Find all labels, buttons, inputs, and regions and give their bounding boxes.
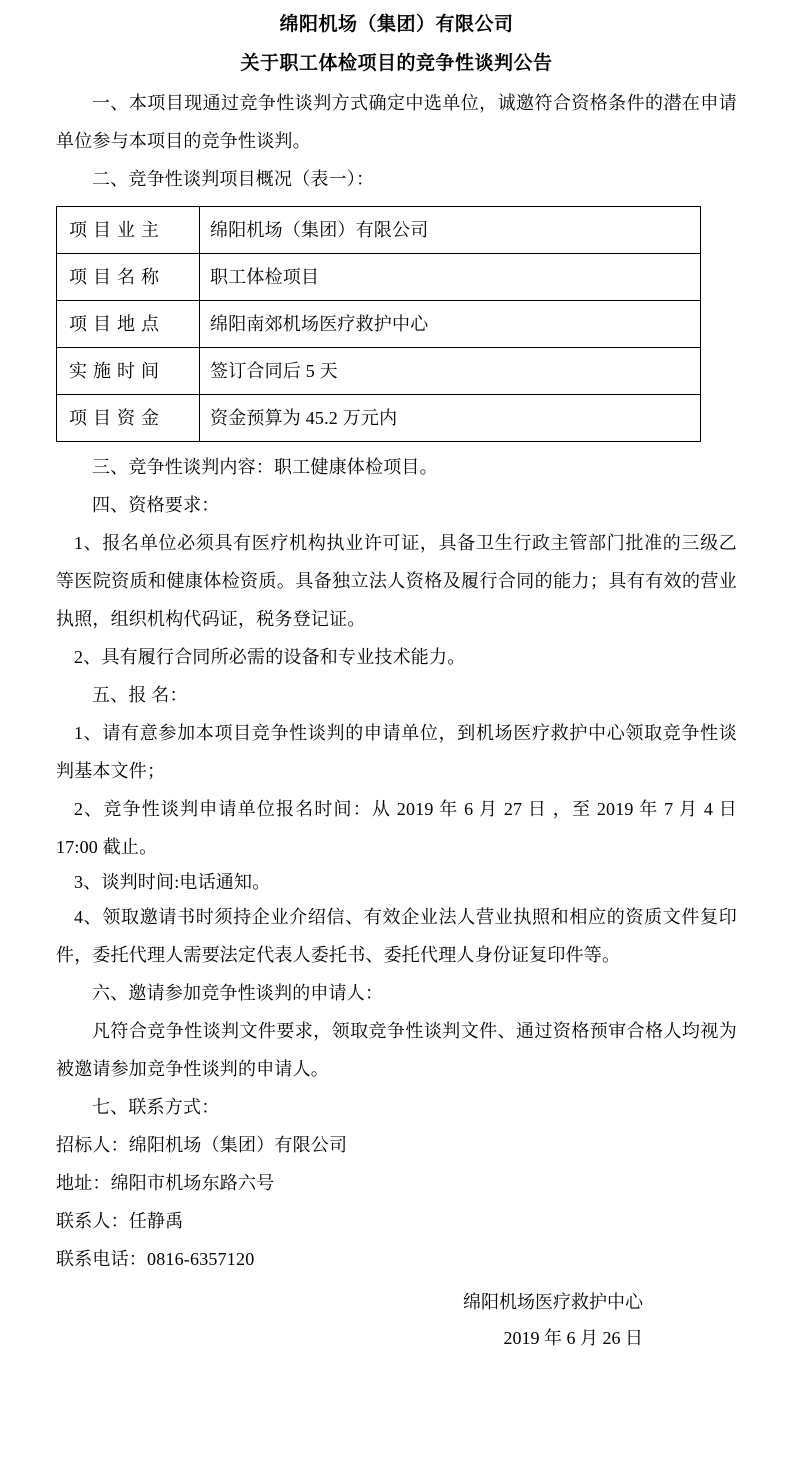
signature-date: 2019 年 6 月 26 日 [503,1328,643,1348]
section-3-paragraph: 三、竞争性谈判内容：职工健康体检项目。 [92,457,438,477]
document-title-line-2: 关于职工体检项目的竞争性谈判公告 [240,53,553,74]
project-overview-table [56,206,701,442]
section-4-heading: 四、资格要求： [92,495,220,515]
table-row [57,348,701,395]
section-6-paragraph: 凡符合竞争性谈判文件要求，领取竞争性谈判文件、通过资格预审合格人均视为被邀请参加竞争性谈判的申请人。 [56,1021,737,1079]
section-5-item-1: 1、请有意参加本项目竞争性谈判的申请单位，到机场医疗救护中心领取竞争性谈判基本文件； [56,723,737,781]
table-cell-label: 项目地点 [57,301,200,348]
table-row [57,301,701,348]
section-7-heading: 七、联系方式： [92,1097,220,1117]
signature-organization: 绵阳机场医疗救护中心 [463,1292,643,1312]
section-5-item-3: 3、谈判时间:电话通知。 [74,872,271,892]
contact-address: 地址：绵阳市机场东路六号 [56,1173,275,1193]
contact-person: 联系人：任静禹 [56,1211,184,1231]
section-1-paragraph: 一、本项目现通过竞争性谈判方式确定中选单位，诚邀符合资格条件的潜在申请单位参与本项目的竞争性谈判。 [56,93,737,151]
table-cell-value: 绵阳机场（集团）有限公司 [200,207,701,254]
table-cell-value: 资金预算为 45.2 万元内 [200,395,701,442]
signature-block [56,1284,737,1356]
section-4-item-2: 2、具有履行合同所必需的设备和专业技术能力。 [74,647,466,667]
table-cell-label: 项目名称 [57,254,200,301]
section-5-heading: 五、报 名： [92,685,188,705]
table-cell-label: 项目资金 [57,395,200,442]
section-2-heading: 二、竞争性谈判项目概况（表一）： [92,169,375,189]
section-4-item-1: 1、报名单位必须具有医疗机构执业许可证，具备卫生行政主管部门批准的三级乙等医院资质和健康体检资质。具备独立法人资格及履行合同的能力；具有有效的营业执照，组织机构代码证，税务登记证。 [56,533,737,629]
table-cell-value: 绵阳南郊机场医疗救护中心 [200,301,701,348]
table-cell-label: 实施时间 [57,348,200,395]
table-row [57,207,701,254]
contact-organization: 招标人：绵阳机场（集团）有限公司 [56,1135,348,1155]
section-5-item-2: 2、竞争性谈判申请单位报名时间：从 2019 年 6 月 27 日 ，至 2019 年 7 月 4 日 17:00 截止。 [56,799,737,857]
table-cell-label: 项目业主 [57,207,200,254]
table-row [57,395,701,442]
table-cell-value: 签订合同后 5 天 [200,348,701,395]
table-row [57,254,701,301]
table-cell-value: 职工体检项目 [200,254,701,301]
section-6-heading: 六、邀请参加竞争性谈判的申请人： [92,983,384,1003]
document-title-line-1: 绵阳机场（集团）有限公司 [279,14,514,35]
section-5-item-4: 4、领取邀请书时须持企业介绍信、有效企业法人营业执照和相应的资质文件复印件，委托代理人需要法定代表人委托书、委托代理人身份证复印件等。 [56,907,737,965]
contact-phone: 联系电话：0816-6357120 [56,1249,255,1269]
